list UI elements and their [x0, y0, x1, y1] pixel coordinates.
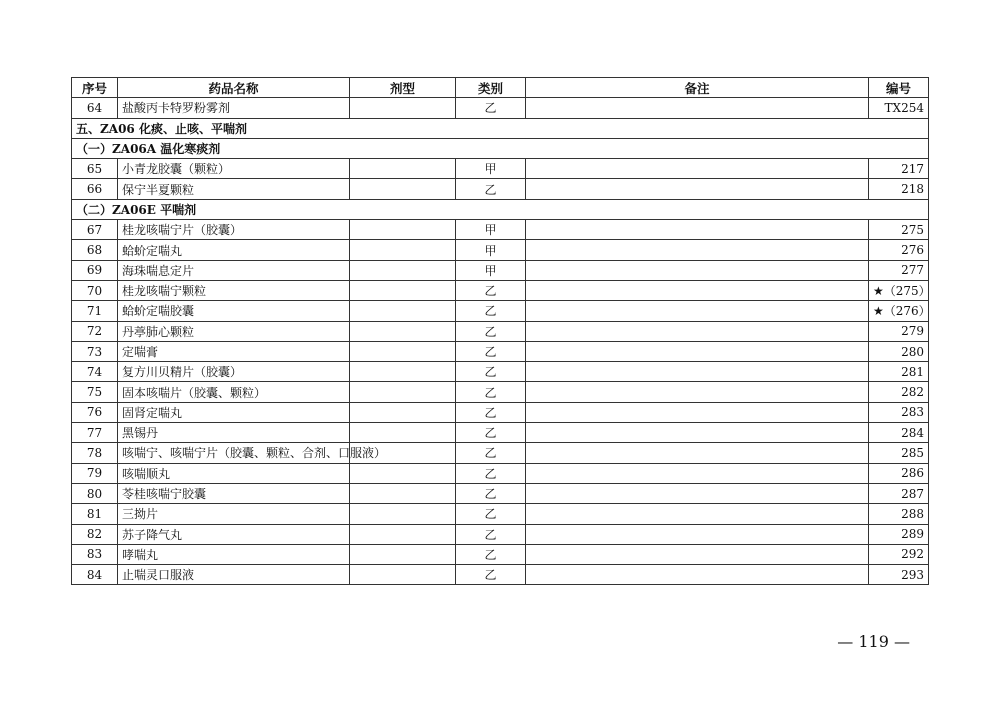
category: 乙	[456, 443, 526, 463]
dosage-form	[350, 321, 456, 341]
category: 乙	[456, 280, 526, 300]
drug-code: 289	[869, 524, 929, 544]
drug-code: 280	[869, 341, 929, 361]
remark	[526, 260, 869, 280]
category: 乙	[456, 301, 526, 321]
dosage-form	[350, 382, 456, 402]
drug-name: 复方川贝精片（胶囊）	[118, 362, 350, 382]
category: 乙	[456, 402, 526, 422]
table-row	[72, 524, 929, 544]
category: 乙	[456, 463, 526, 483]
drug-code: 283	[869, 402, 929, 422]
section-heading: 五、ZA06 化痰、止咳、平喘剂	[72, 118, 929, 138]
drug-name: 苓桂咳喘宁胶囊	[118, 483, 350, 503]
drug-name: 盐酸丙卡特罗粉雾剂	[118, 98, 350, 118]
row-number: 83	[72, 544, 118, 564]
remark	[526, 280, 869, 300]
remark	[526, 524, 869, 544]
row-number: 66	[72, 179, 118, 199]
category: 甲	[456, 240, 526, 260]
table-row	[72, 179, 929, 199]
table-row	[72, 565, 929, 585]
drug-name: 丹葶肺心颗粒	[118, 321, 350, 341]
drug-name: 黑锡丹	[118, 423, 350, 443]
dosage-form	[350, 341, 456, 361]
remark	[526, 402, 869, 422]
dosage-form	[350, 179, 456, 199]
category: 乙	[456, 524, 526, 544]
category: 乙	[456, 565, 526, 585]
table-row	[72, 220, 929, 240]
dosage-form	[350, 240, 456, 260]
remark	[526, 504, 869, 524]
category: 乙	[456, 98, 526, 118]
row-number: 72	[72, 321, 118, 341]
remark	[526, 483, 869, 503]
row-number: 76	[72, 402, 118, 422]
row-number: 80	[72, 483, 118, 503]
remark	[526, 321, 869, 341]
row-number: 71	[72, 301, 118, 321]
remark	[526, 443, 869, 463]
drug-name: 止喘灵口服液	[118, 565, 350, 585]
category: 甲	[456, 260, 526, 280]
remark	[526, 362, 869, 382]
table-row	[72, 402, 929, 422]
row-number: 82	[72, 524, 118, 544]
row-number: 70	[72, 280, 118, 300]
remark	[526, 382, 869, 402]
dosage-form	[350, 260, 456, 280]
drug-code: 276	[869, 240, 929, 260]
drug-name: 固本咳喘片（胶囊、颗粒）	[118, 382, 350, 402]
drug-name: 咳喘宁、咳喘宁片（胶囊、颗粒、合剂、口服液）	[118, 443, 350, 463]
drug-name: 苏子降气丸	[118, 524, 350, 544]
dosage-form	[350, 504, 456, 524]
drug-name: 保宁半夏颗粒	[118, 179, 350, 199]
drug-code: 292	[869, 544, 929, 564]
drug-code: TX254	[869, 98, 929, 118]
category: 乙	[456, 362, 526, 382]
drug-name: 三拗片	[118, 504, 350, 524]
table-row	[72, 260, 929, 280]
header-drug-name: 药品名称	[118, 78, 350, 98]
drug-code: 286	[869, 463, 929, 483]
drug-name: 桂龙咳喘宁片（胶囊）	[118, 220, 350, 240]
drug-name: 小青龙胶囊（颗粒）	[118, 159, 350, 179]
table-row	[72, 443, 929, 463]
drug-code: 277	[869, 260, 929, 280]
drug-name: 定喘膏	[118, 341, 350, 361]
row-number: 73	[72, 341, 118, 361]
category: 甲	[456, 159, 526, 179]
drug-code: ★（276）	[869, 301, 929, 321]
header-dosage-form: 剂型	[350, 78, 456, 98]
drug-code: 287	[869, 483, 929, 503]
remark	[526, 423, 869, 443]
dosage-form	[350, 565, 456, 585]
dosage-form	[350, 280, 456, 300]
row-number: 81	[72, 504, 118, 524]
category: 乙	[456, 321, 526, 341]
remark	[526, 544, 869, 564]
row-number: 74	[72, 362, 118, 382]
remark	[526, 301, 869, 321]
remark	[526, 179, 869, 199]
category: 乙	[456, 423, 526, 443]
dosage-form	[350, 98, 456, 118]
table-row	[72, 382, 929, 402]
drug-code: ★（275）	[869, 280, 929, 300]
table-row	[72, 504, 929, 524]
drug-code: 282	[869, 382, 929, 402]
section-heading-row	[72, 138, 929, 158]
section-heading: （二）ZA06E 平喘剂	[72, 199, 929, 219]
drug-code: 284	[869, 423, 929, 443]
drug-table	[71, 77, 929, 585]
category: 乙	[456, 382, 526, 402]
dosage-form	[350, 301, 456, 321]
row-number: 84	[72, 565, 118, 585]
remark	[526, 565, 869, 585]
section-heading: （一）ZA06A 温化寒痰剂	[72, 138, 929, 158]
drug-code: 279	[869, 321, 929, 341]
row-number: 65	[72, 159, 118, 179]
table-row	[72, 341, 929, 361]
table-row	[72, 159, 929, 179]
category: 甲	[456, 220, 526, 240]
header-code: 编号	[869, 78, 929, 98]
table-header-row	[72, 78, 929, 98]
table-row	[72, 240, 929, 260]
category: 乙	[456, 544, 526, 564]
category: 乙	[456, 483, 526, 503]
table-row	[72, 463, 929, 483]
row-number: 77	[72, 423, 118, 443]
drug-code: 217	[869, 159, 929, 179]
row-number: 67	[72, 220, 118, 240]
dosage-form	[350, 362, 456, 382]
row-number: 75	[72, 382, 118, 402]
header-category: 类别	[456, 78, 526, 98]
drug-name: 咳喘顺丸	[118, 463, 350, 483]
remark	[526, 220, 869, 240]
row-number: 78	[72, 443, 118, 463]
drug-name: 固肾定喘丸	[118, 402, 350, 422]
dosage-form	[350, 524, 456, 544]
drug-code: 218	[869, 179, 929, 199]
table-row	[72, 483, 929, 503]
category: 乙	[456, 341, 526, 361]
section-heading-row	[72, 118, 929, 138]
drug-name: 蛤蚧定喘丸	[118, 240, 350, 260]
dosage-form	[350, 544, 456, 564]
drug-code: 281	[869, 362, 929, 382]
section-heading-row	[72, 199, 929, 219]
dosage-form	[350, 402, 456, 422]
table-row	[72, 362, 929, 382]
dosage-form	[350, 463, 456, 483]
table-row	[72, 280, 929, 300]
category: 乙	[456, 179, 526, 199]
drug-name: 海珠喘息定片	[118, 260, 350, 280]
dosage-form	[350, 483, 456, 503]
dosage-form	[350, 159, 456, 179]
table-row	[72, 98, 929, 118]
table-body	[72, 98, 929, 585]
category: 乙	[456, 504, 526, 524]
header-no: 序号	[72, 78, 118, 98]
row-number: 68	[72, 240, 118, 260]
table-row	[72, 544, 929, 564]
drug-name: 哮喘丸	[118, 544, 350, 564]
dosage-form	[350, 423, 456, 443]
drug-code: 275	[869, 220, 929, 240]
remark	[526, 341, 869, 361]
row-number: 79	[72, 463, 118, 483]
drug-code: 288	[869, 504, 929, 524]
remark	[526, 463, 869, 483]
remark	[526, 240, 869, 260]
drug-code: 293	[869, 565, 929, 585]
table-row	[72, 423, 929, 443]
table-row	[72, 301, 929, 321]
remark	[526, 98, 869, 118]
remark	[526, 159, 869, 179]
drug-name: 桂龙咳喘宁颗粒	[118, 280, 350, 300]
drug-name: 蛤蚧定喘胶囊	[118, 301, 350, 321]
page-number: — 119 —	[837, 632, 910, 651]
row-number: 64	[72, 98, 118, 118]
table-row	[72, 321, 929, 341]
header-remark: 备注	[526, 78, 869, 98]
row-number: 69	[72, 260, 118, 280]
drug-code: 285	[869, 443, 929, 463]
dosage-form	[350, 220, 456, 240]
